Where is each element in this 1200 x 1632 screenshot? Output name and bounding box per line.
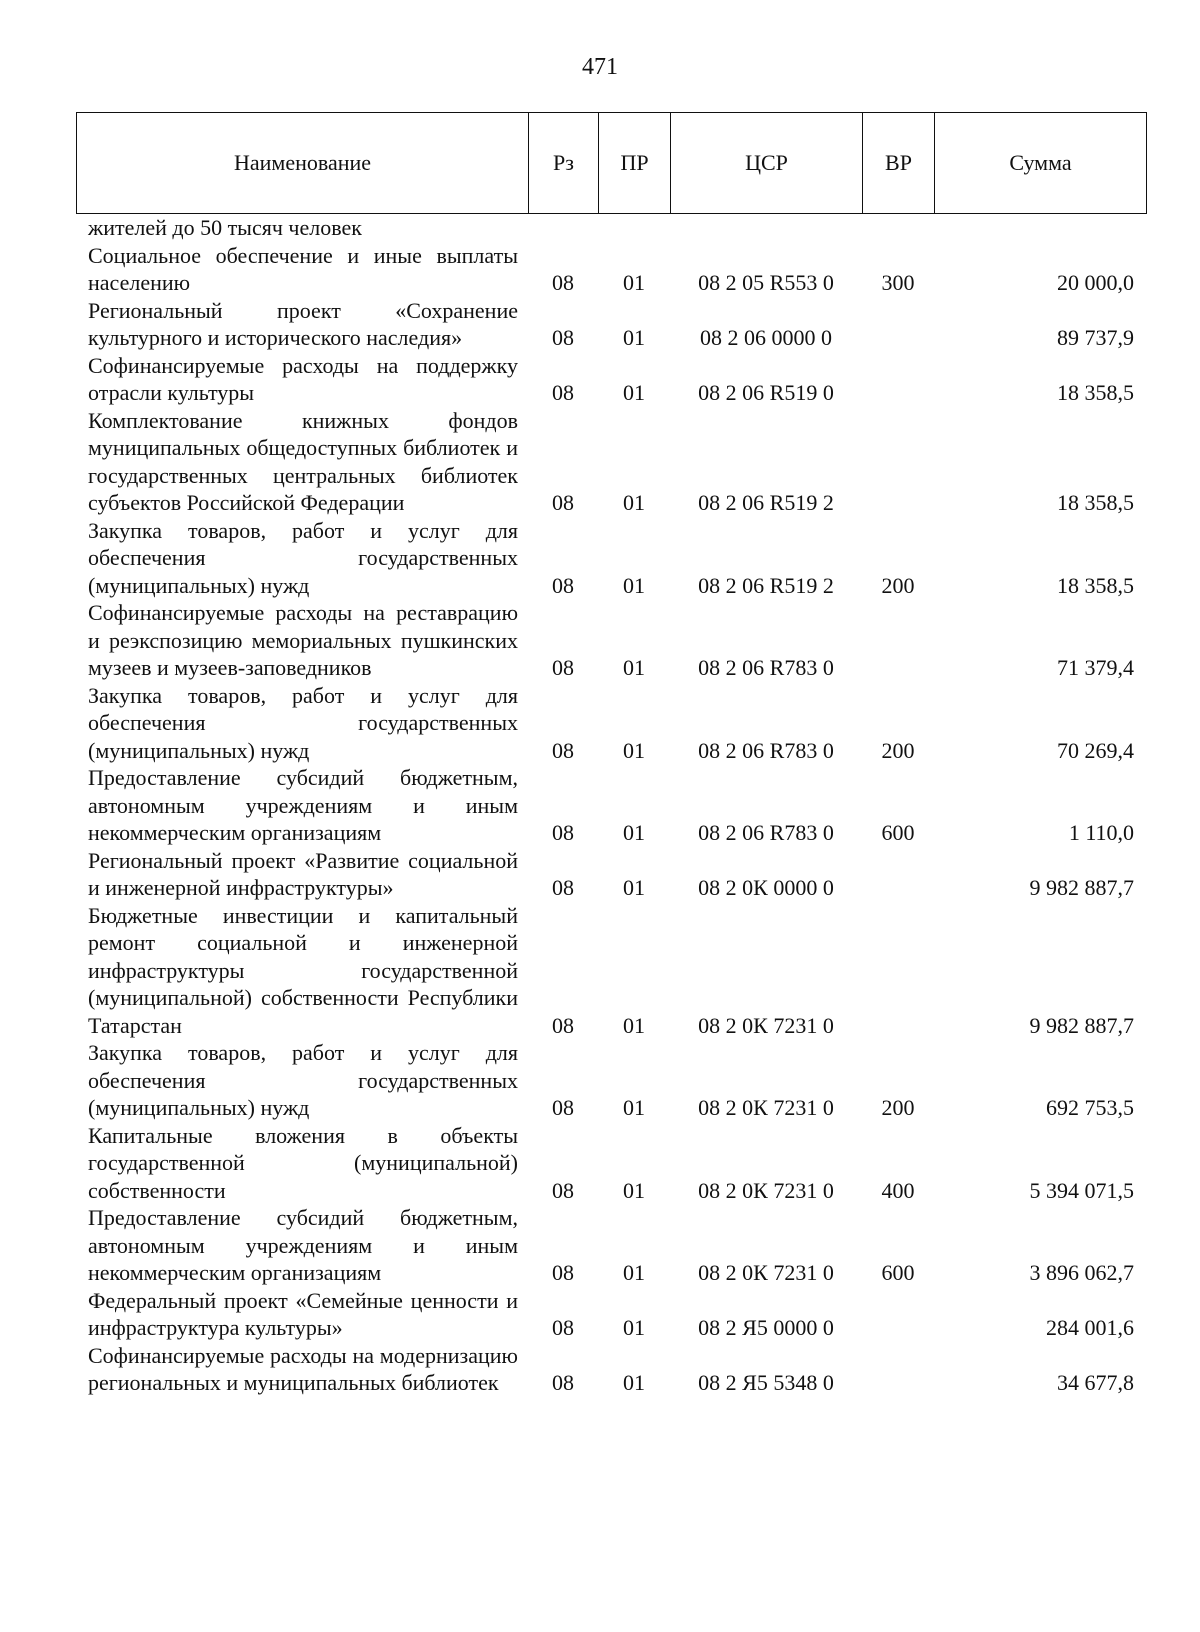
table-row <box>76 517 1146 600</box>
cell-name: Федеральный проект «Семейные ценности и инфраструктура культуры» <box>88 1287 518 1340</box>
table-row <box>76 1122 1146 1205</box>
cell-vr <box>862 407 934 517</box>
table-row <box>76 297 1146 352</box>
cell-pr <box>598 214 670 242</box>
cell-rz: 08 <box>552 1370 574 1395</box>
cell-pr: 01 <box>623 1177 645 1203</box>
cell-vr: 200 <box>881 737 915 763</box>
cell-name: Региональный проект «Развитие социальной и инженерной инфраструктуры» <box>88 847 518 900</box>
cell-pr: 01 <box>623 1012 645 1038</box>
header-rz: Рз <box>529 113 599 214</box>
cell-name: Закупка товаров, работ и услуг для обеспечения государственных (муниципальных) нужд <box>88 1040 518 1120</box>
cell-csr: 08 2 06 R783 0 <box>698 655 834 680</box>
page-number: 471 <box>582 54 618 80</box>
table-body <box>76 214 1146 1397</box>
table-row <box>76 764 1146 847</box>
cell-rz: 08 <box>552 1012 574 1038</box>
cell-sum: 18 358,5 <box>1057 490 1134 515</box>
cell-pr: 01 <box>623 325 645 350</box>
table-row <box>76 1342 1146 1397</box>
cell-pr: 01 <box>623 1260 645 1285</box>
cell-name: Бюджетные инвестиции и капитальный ремонт социальной и инженерной инфраструктуры государственной (муниципальной) собственности Республики Татарстан <box>88 902 518 1038</box>
header-csr: ЦСР <box>671 113 863 214</box>
cell-sum: 9 982 887,7 <box>1029 1012 1134 1038</box>
cell-sum: 9 982 887,7 <box>1029 875 1134 900</box>
cell-sum: 18 358,5 <box>1057 572 1134 598</box>
cell-pr: 01 <box>623 655 645 680</box>
cell-rz: 08 <box>552 490 574 515</box>
cell-csr: 08 2 Я5 0000 0 <box>698 1315 834 1340</box>
header-sum: Сумма <box>935 113 1147 214</box>
header-name: Наименование <box>77 113 529 214</box>
cell-rz: 08 <box>552 270 574 295</box>
cell-rz: 08 <box>552 325 574 350</box>
cell-csr: 08 2 06 R519 2 <box>698 572 834 598</box>
cell-vr: 300 <box>881 270 915 295</box>
cell-sum: 34 677,8 <box>1057 1370 1134 1395</box>
cell-sum: 70 269,4 <box>1057 737 1134 763</box>
cell-sum: 692 753,5 <box>1046 1095 1134 1120</box>
cell-csr: 08 2 0К 7231 0 <box>698 1177 834 1203</box>
table-row <box>76 1204 1146 1287</box>
cell-csr: 08 2 06 R783 0 <box>698 820 834 845</box>
cell-rz: 08 <box>552 875 574 900</box>
cell-pr: 01 <box>623 1095 645 1120</box>
cell-vr: 200 <box>881 1095 915 1120</box>
cell-csr: 08 2 06 R783 0 <box>698 737 834 763</box>
cell-csr: 08 2 06 R519 2 <box>698 490 834 515</box>
cell-csr: 08 2 05 R553 0 <box>698 270 834 295</box>
header-vr: ВР <box>863 113 935 214</box>
cell-vr <box>862 352 934 407</box>
cell-sum: 18 358,5 <box>1057 380 1134 405</box>
cell-csr: 08 2 0К 0000 0 <box>698 875 834 900</box>
cell-vr <box>862 297 934 352</box>
cell-name: жителей до 50 тысяч человек <box>88 215 362 240</box>
cell-name: Софинансируемые расходы на поддержку отрасли культуры <box>88 352 518 405</box>
cell-pr: 01 <box>623 737 645 763</box>
cell-sum: 284 001,6 <box>1046 1315 1134 1340</box>
cell-sum <box>934 214 1146 242</box>
cell-vr <box>862 1342 934 1397</box>
cell-vr <box>862 902 934 1040</box>
cell-csr <box>670 214 862 242</box>
table-row <box>76 682 1146 765</box>
cell-name: Закупка товаров, работ и услуг для обеспечения государственных (муниципальных) нужд <box>88 682 518 763</box>
table-row <box>76 242 1146 297</box>
cell-sum: 20 000,0 <box>1057 270 1134 295</box>
cell-sum: 3 896 062,7 <box>1029 1260 1134 1285</box>
cell-vr <box>862 1287 934 1342</box>
cell-vr: 600 <box>881 820 915 845</box>
table-row <box>76 407 1146 517</box>
table-row <box>76 847 1146 902</box>
cell-sum: 5 394 071,5 <box>1029 1177 1134 1203</box>
cell-rz: 08 <box>552 380 574 405</box>
table-row <box>76 599 1146 682</box>
cell-rz: 08 <box>552 655 574 680</box>
cell-csr: 08 2 Я5 5348 0 <box>698 1370 834 1395</box>
cell-sum: 71 379,4 <box>1057 655 1134 680</box>
table-row <box>76 352 1146 407</box>
cell-pr: 01 <box>623 1370 645 1395</box>
cell-sum: 1 110,0 <box>1068 820 1134 845</box>
cell-csr: 08 2 0К 7231 0 <box>698 1095 834 1120</box>
cell-pr: 01 <box>623 270 645 295</box>
cell-csr: 08 2 06 0000 0 <box>700 325 832 350</box>
cell-name: Комплектование книжных фондов муниципальных общедоступных библиотек и государственных центральных библиотек субъектов Российской Федерации <box>88 407 518 515</box>
cell-name: Региональный проект «Сохранение культурного и исторического наследия» <box>88 297 518 350</box>
table-row <box>76 902 1146 1040</box>
cell-pr: 01 <box>623 490 645 515</box>
cell-vr <box>862 214 934 242</box>
cell-rz: 08 <box>552 737 574 763</box>
cell-rz <box>528 214 598 242</box>
table-row <box>76 1039 1146 1122</box>
cell-sum: 89 737,9 <box>1057 325 1134 350</box>
cell-vr <box>862 847 934 902</box>
cell-name: Закупка товаров, работ и услуг для обеспечения государственных (муниципальных) нужд <box>88 517 518 598</box>
cell-pr: 01 <box>623 875 645 900</box>
cell-name: Предоставление субсидий бюджетным, автономным учреждениям и иным некоммерческим организациям <box>88 1205 518 1285</box>
cell-csr: 08 2 0К 7231 0 <box>698 1012 834 1038</box>
cell-pr: 01 <box>623 820 645 845</box>
cell-rz: 08 <box>552 1095 574 1120</box>
cell-rz: 08 <box>552 572 574 598</box>
table-row <box>76 1287 1146 1342</box>
cell-rz: 08 <box>552 820 574 845</box>
cell-rz: 08 <box>552 1177 574 1203</box>
header-pr: ПР <box>599 113 671 214</box>
cell-pr: 01 <box>623 572 645 598</box>
cell-name: Софинансируемые расходы на реставрацию и реэкспозицию мемориальных пушкинских музеев и музеев-заповедников <box>88 600 518 680</box>
cell-rz: 08 <box>552 1260 574 1285</box>
cell-name: Софинансируемые расходы на модернизацию региональных и муниципальных библиотек <box>88 1342 518 1395</box>
cell-vr <box>862 599 934 682</box>
budget-table <box>76 214 1146 1397</box>
cell-rz: 08 <box>552 1315 574 1340</box>
cell-vr: 400 <box>881 1177 915 1203</box>
cell-csr: 08 2 0К 7231 0 <box>698 1260 834 1285</box>
cell-name: Капитальные вложения в объекты государственной (муниципальной) собственности <box>88 1122 518 1203</box>
cell-csr: 08 2 06 R519 0 <box>698 380 834 405</box>
cell-name: Предоставление субсидий бюджетным, автономным учреждениям и иным некоммерческим организациям <box>88 765 518 845</box>
cell-pr: 01 <box>623 1315 645 1340</box>
cell-vr: 600 <box>881 1260 915 1285</box>
cell-name: Социальное обеспечение и иные выплаты населению <box>88 242 518 295</box>
table-header <box>76 112 1147 214</box>
cell-vr: 200 <box>881 572 915 598</box>
table-row <box>76 214 1146 242</box>
cell-pr: 01 <box>623 380 645 405</box>
